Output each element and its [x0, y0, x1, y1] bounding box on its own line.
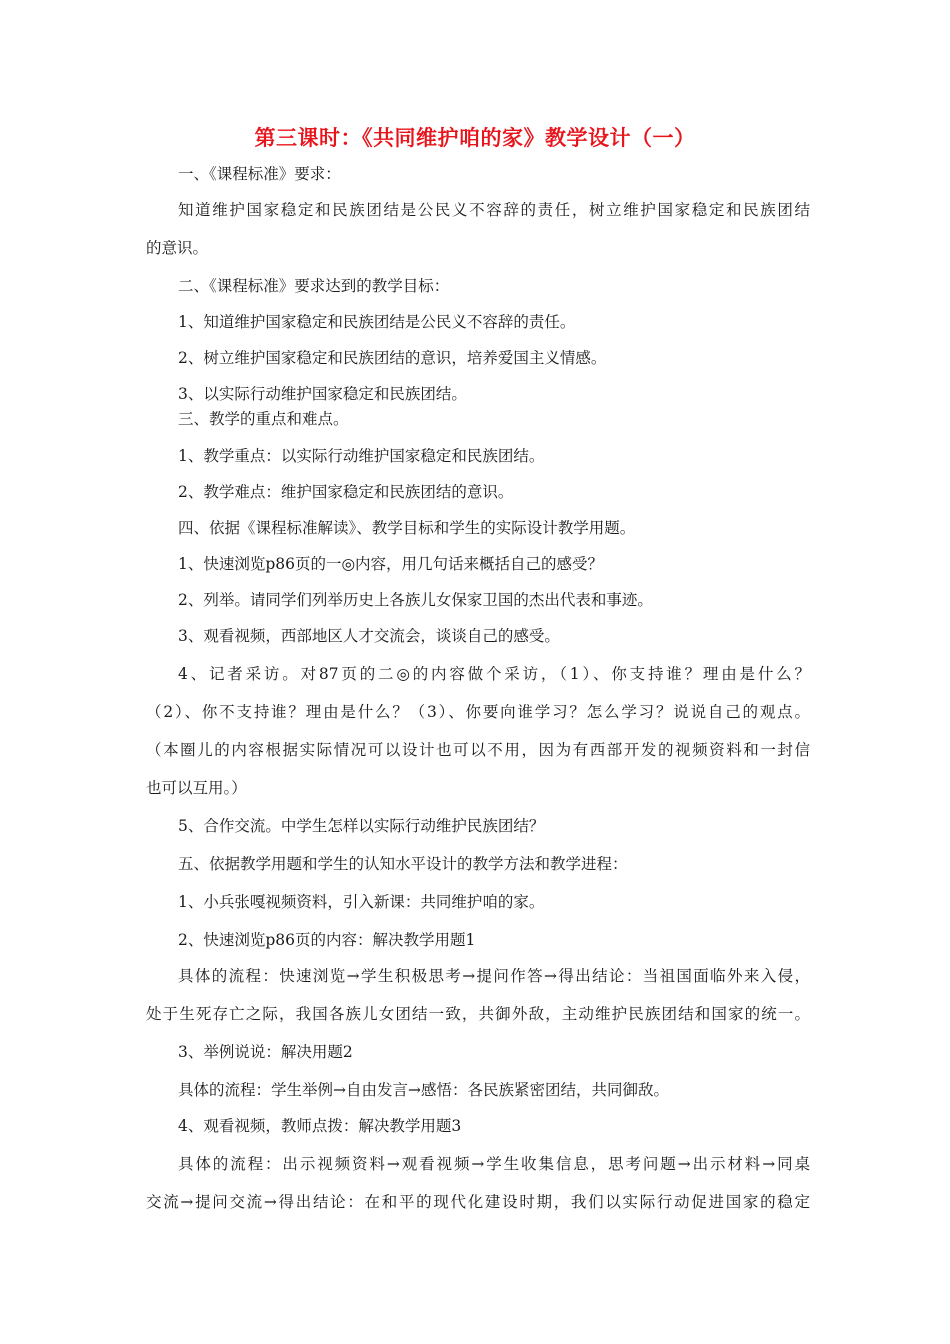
- paragraph-line: 具体的流程：出示视频资料→观看视频→学生收集信息，思考问题→出示材料→同桌: [178, 1155, 810, 1173]
- paragraph-line: 知道维护国家稳定和民族团结是公民义不容辞的责任，树立维护国家稳定和民族团结: [178, 201, 810, 219]
- section-heading-2: 二、《课程标准》要求达到的教学目标：: [178, 277, 450, 295]
- paragraph-line: （2）、你不支持谁？理由是什么？（3）、你要向谁学习？怎么学习？说说自己的观点。: [146, 703, 810, 721]
- paragraph-line: 具体的流程：学生举例→自由发言→感悟：各民族紧密团结，共同御敌。: [178, 1081, 669, 1099]
- list-item: 1、教学重点：以实际行动维护国家稳定和民族团结。: [178, 447, 545, 465]
- list-item: 3、观看视频，西部地区人才交流会，谈谈自己的感受。: [178, 627, 560, 645]
- section-heading-4: 四、依据《课程标准解读》、教学目标和学生的实际设计教学用题。: [178, 519, 636, 537]
- section-heading-1: 一、《课程标准》要求：: [178, 165, 341, 183]
- paragraph-line: 具体的流程：快速浏览→学生积极思考→提问作答→得出结论：当祖国面临外来入侵，: [178, 967, 810, 985]
- paragraph-line: 处于生死存亡之际，我国各族儿女团结一致，共御外敌，主动维护民族团结和国家的统一。: [146, 1005, 810, 1023]
- paragraph-line: 也可以互用。）: [146, 779, 247, 797]
- list-item: 3、举例说说：解决用题2: [178, 1043, 353, 1061]
- document-title: 第三课时：《共同维护咱的家》教学设计（一）: [254, 126, 696, 150]
- list-item: 5、合作交流。中学生怎样以实际行动维护民族团结？: [178, 817, 545, 835]
- paragraph-line: 的意识。: [146, 239, 209, 257]
- list-item: 4、观看视频，教师点拨：解决教学用题3: [178, 1117, 462, 1135]
- list-item: 4、记者采访。对87页的二◎的内容做个采访，（1）、你支持谁？理由是什么？: [178, 665, 810, 683]
- list-item: 2、树立维护国家稳定和民族团结的意识，培养爱国主义情感。: [178, 349, 607, 367]
- list-item: 1、知道维护国家稳定和民族团结是公民义不容辞的责任。: [178, 313, 576, 331]
- list-item: 1、快速浏览p86页的一◎内容，用几句话来概括自己的感受？: [178, 555, 604, 573]
- list-item: 2、快速浏览p86页的内容：解决教学用题1: [178, 931, 476, 949]
- paragraph-line: 交流→提问交流→得出结论：在和平的现代化建设时期，我们以实际行动促进国家的稳定: [146, 1193, 810, 1211]
- list-item: 2、教学难点：维护国家稳定和民族团结的意识。: [178, 483, 514, 501]
- list-item: 3、以实际行动维护国家稳定和民族团结。: [178, 385, 467, 403]
- paragraph-line: （本圈儿的内容根据实际情况可以设计也可以不用，因为有西部开发的视频资料和一封信: [146, 741, 810, 759]
- list-item: 2、列举。请同学们列举历史上各族儿女保家卫国的杰出代表和事迹。: [178, 591, 653, 609]
- section-heading-5: 五、依据教学用题和学生的认知水平设计的教学方法和教学进程：: [178, 855, 628, 873]
- list-item: 1、小兵张嘎视频资料，引入新课：共同维护咱的家。: [178, 893, 545, 911]
- section-heading-3: 三、教学的重点和难点。: [178, 410, 349, 428]
